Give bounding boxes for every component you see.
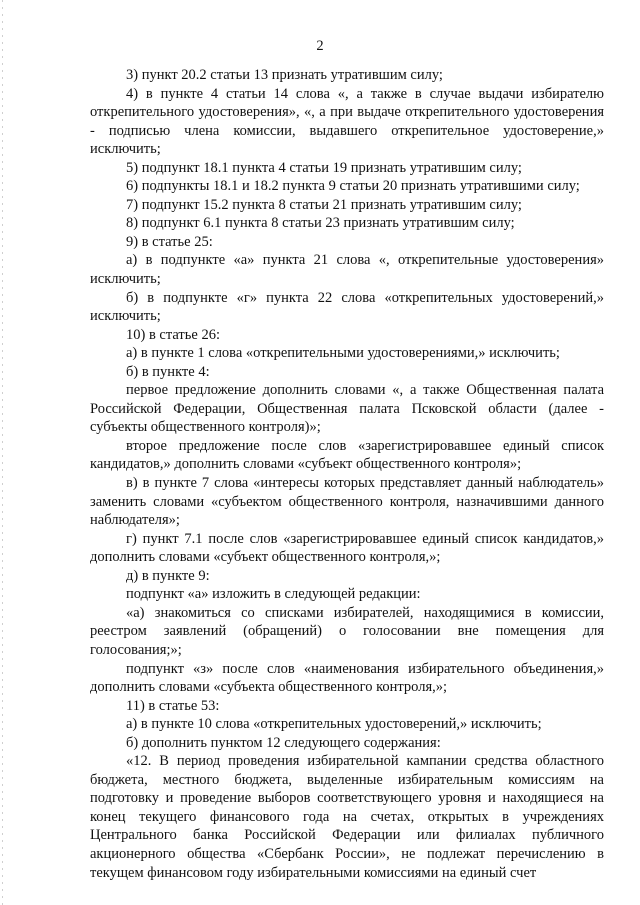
- paragraph-19: «а) знакомиться со списками избирателей, находящимися в комиссии, реестром заявлений (обращений) о голосовании вне помещения для голосования;»;: [90, 604, 604, 658]
- paragraph-3: 5) подпункт 18.1 пункта 4 статьи 19 признать утратившим силу;: [126, 159, 522, 176]
- paragraph-14: второе предложение после слов «зарегистрировавшее единый список кандидатов,» дополнить словами «субъект общественного контроля»;: [90, 437, 604, 473]
- paragraph-12: б) в пункте 4:: [126, 363, 210, 380]
- paragraph-17: д) в пункте 9:: [126, 567, 210, 584]
- scan-edge-mark: [2, 0, 3, 905]
- paragraph-7: 9) в статье 25:: [126, 233, 213, 250]
- paragraph-13: первое предложение дополнить словами «, а также Общественная палата Российской Федерации, Общественная палата Псковской области (далее - субъекты общественного контроля)»;: [90, 382, 604, 436]
- paragraph-2: 4) в пункте 4 статьи 14 слова «, а также в случае выдачи избирателю открепительного удостоверения», «, а при выдаче открепительного удостоверения - подписью члена комиссии, выдавшего открепительное удостоверение,» исключить;: [90, 85, 604, 158]
- paragraph-10: 10) в статье 26:: [126, 326, 220, 343]
- paragraph-16: г) пункт 7.1 после слов «зарегистрировавшее единый список кандидатов,» дополнить словами «субъект общественного контроля,»;: [90, 530, 604, 566]
- paragraph-6: 8) подпункт 6.1 пункта 8 статьи 23 признать утратившим силу;: [126, 215, 515, 232]
- paragraph-21: 11) в статье 53:: [126, 697, 220, 714]
- paragraph-24: «12. В период проведения избирательной кампании средства областного бюджета, местного бюджета, выделенные избирательным комиссиям на подготовку и проведение выборов соответствующего уровня и находящиеся на конец текущего финансового года на счетах, открытых в учреждениях Центрального банка Российской Федерации или филиалах публичного акционерного общества «Сбербанк России», не подлежат перечислению в текущем финансовом году избирательными комиссиями на единый счет: [90, 753, 604, 881]
- paragraph-5: 7) подпункт 15.2 пункта 8 статьи 21 признать утратившим силу;: [126, 196, 522, 213]
- paragraph-1: 3) пункт 20.2 статьи 13 признать утратившим силу;: [126, 67, 443, 83]
- paragraph-4: 6) подпункты 18.1 и 18.2 пункта 9 статьи 20 признать утратившими силу;: [126, 178, 580, 195]
- paragraph-22: а) в пункте 10 слова «открепительных удостоверений,» исключить;: [126, 716, 542, 733]
- paragraph-20: подпункт «з» после слов «наименования избирательного объединения,» дополнить словами «субъекта общественного контроля,»;: [90, 660, 604, 696]
- paragraph-9: б) в подпункте «г» пункта 22 слова «открепительных удостоверений,» исключить;: [90, 289, 604, 325]
- paragraph-8: а) в подпункте «а» пункта 21 слова «, открепительные удостоверения» исключить;: [90, 252, 604, 288]
- document-body: [90, 66, 604, 882]
- paragraph-18: подпункт «а» изложить в следующей редакции:: [126, 586, 421, 603]
- paragraph-23: б) дополнить пунктом 12 следующего содержания:: [126, 734, 441, 751]
- page-number: 2: [316, 38, 324, 54]
- paragraph-15: в) в пункте 7 слова «интересы которых представляет данный наблюдатель» заменить словами «субъектом общественного контроля, назначившими данного наблюдателя»;: [90, 475, 604, 529]
- paragraph-11: а) в пункте 1 слова «открепительными удостоверениями,» исключить;: [126, 345, 560, 362]
